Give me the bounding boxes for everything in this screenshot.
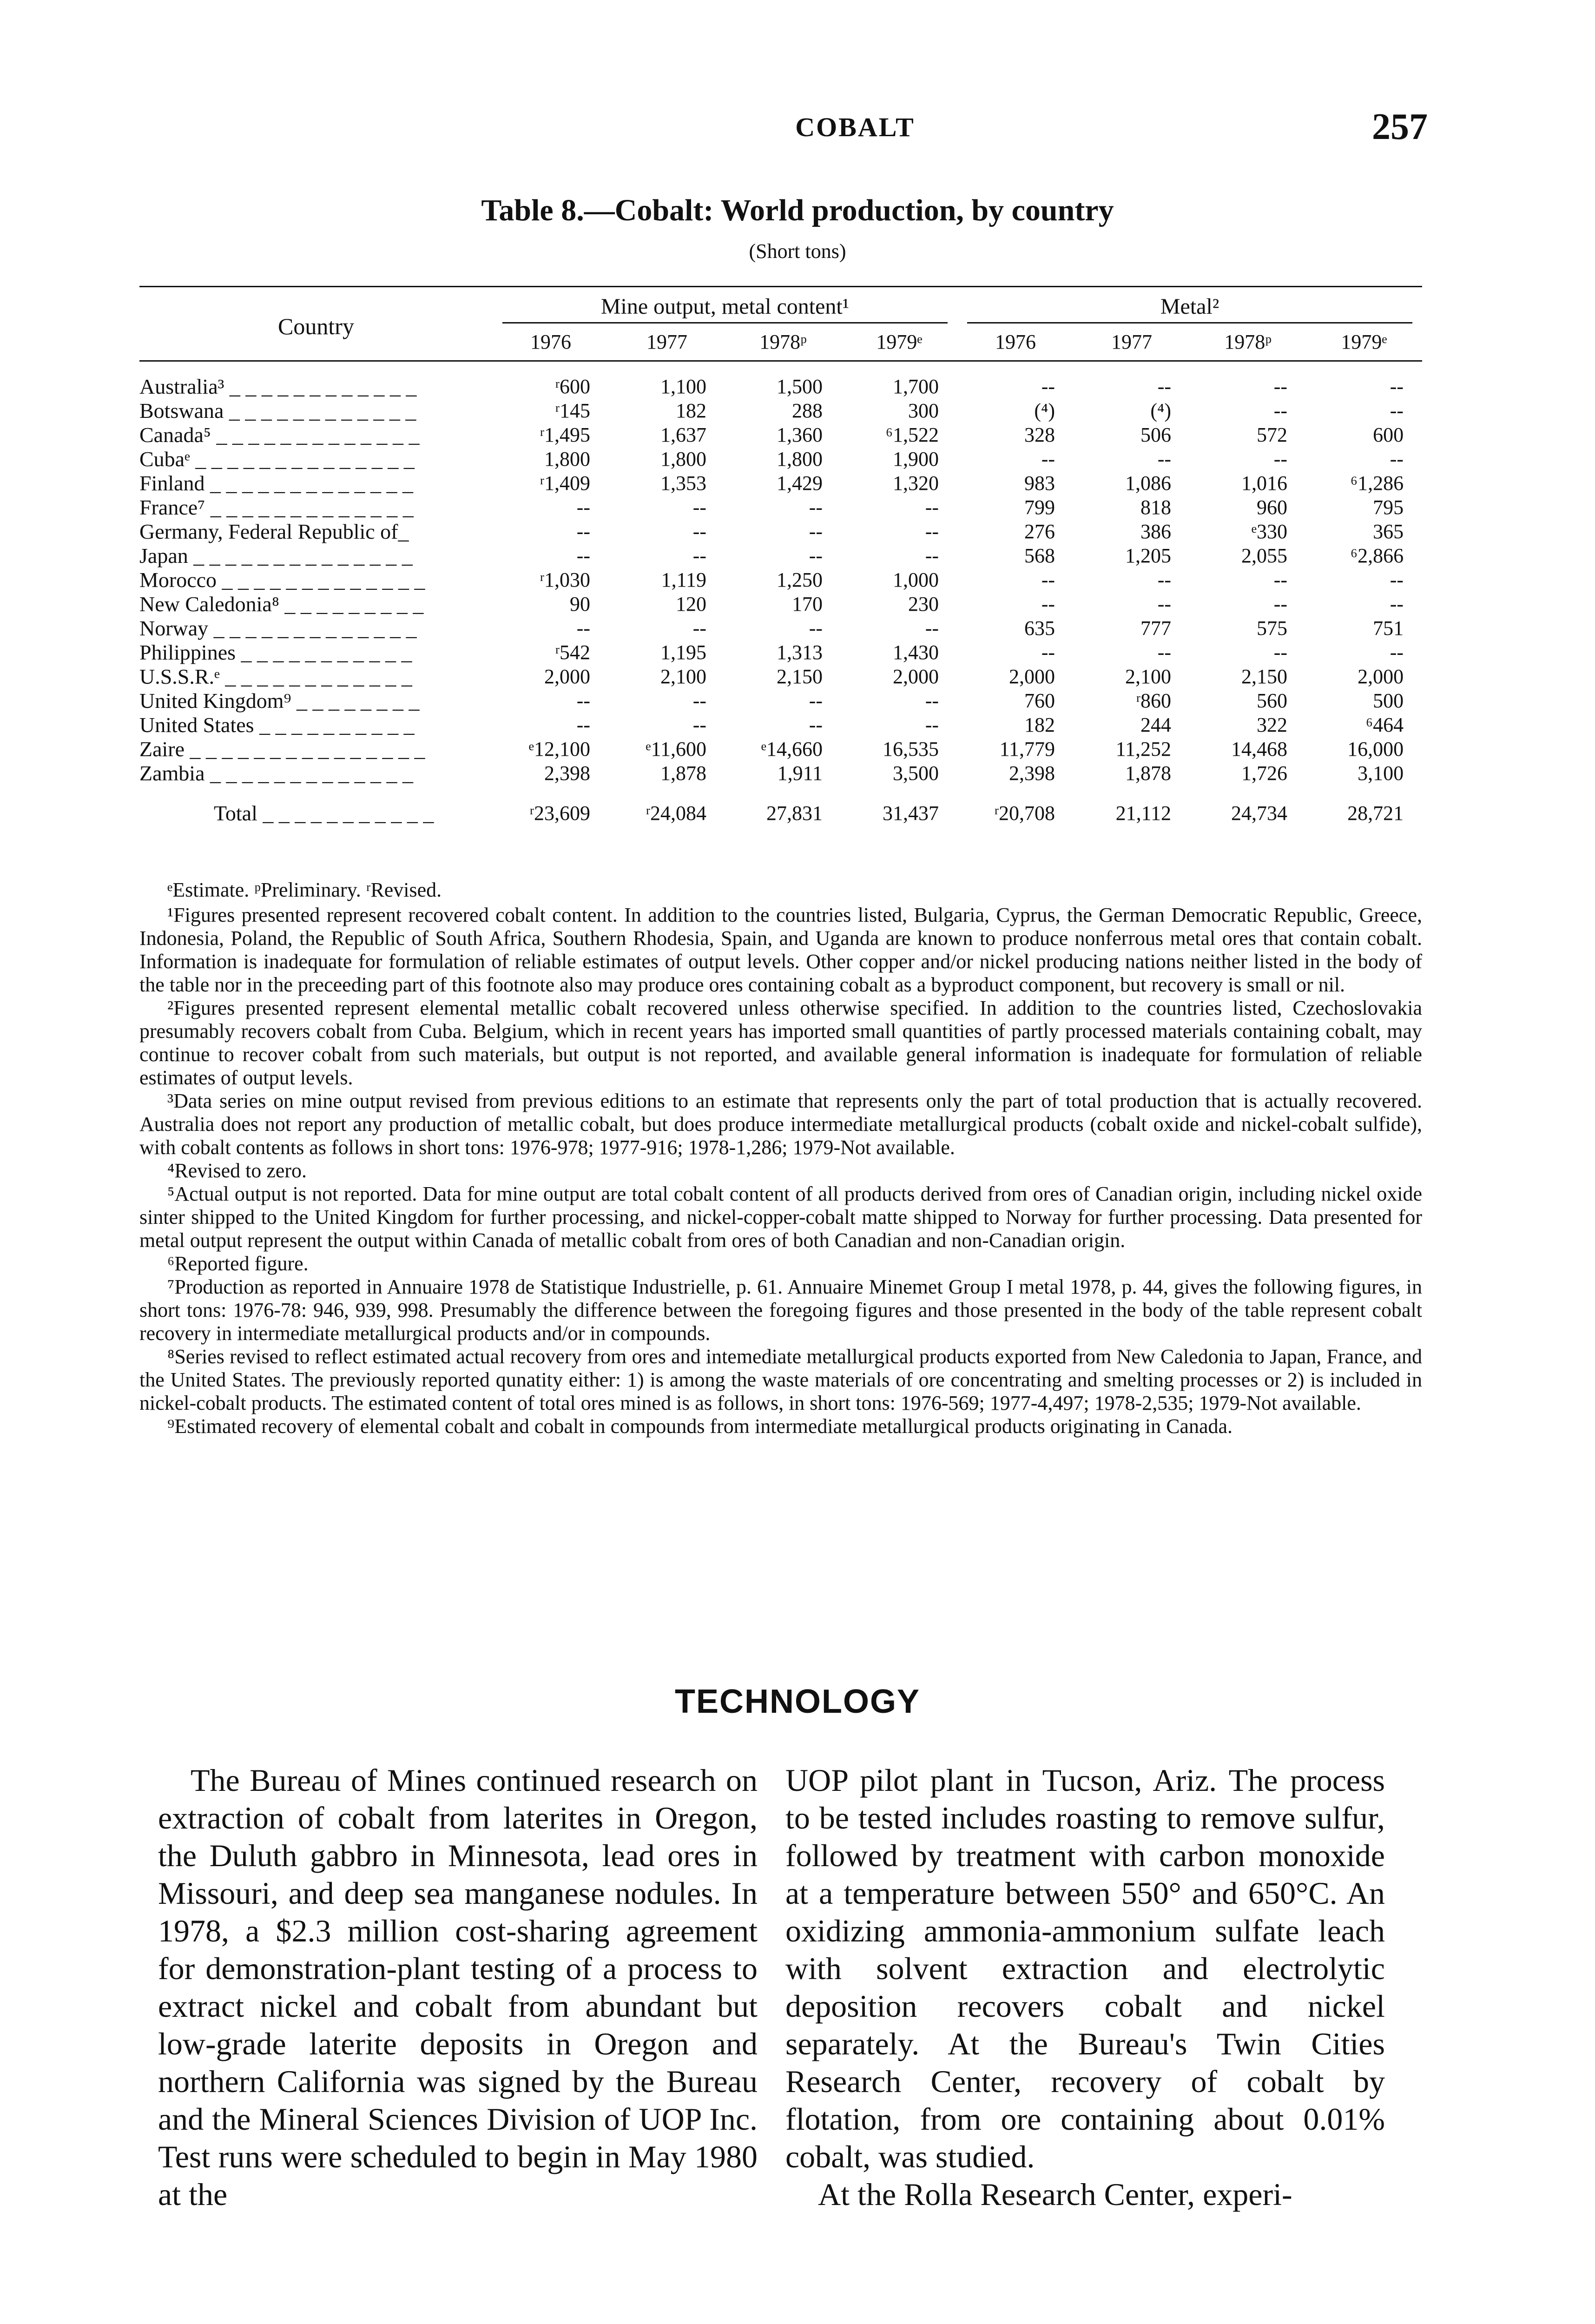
table-cell: 2,000	[544, 665, 590, 688]
table-cell: 1,800	[544, 448, 590, 470]
table-cell: 506	[1140, 423, 1172, 446]
footnote: ²Figures presented represent elemental metallic cobalt recovered unless otherwise specified. In addition to the countries listed, Czechoslovakia presumably recovers cobalt from Cuba. Belgium, which in recent years has imported small quantities of partly processed materials containing cobalt, may continue to recover cobalt from such materials, but output is not reported, and available general information is inadequate for formulation of reliable estimates of output levels.	[139, 997, 1422, 1089]
table-cell: 1,000	[893, 568, 939, 591]
table-cell: --	[1273, 641, 1288, 664]
table-cell: 1,016	[1241, 472, 1288, 495]
footnote: ⁹Estimated recovery of elemental cobalt and cobalt in compounds from intermediate metallurgical products originating in Canada.	[167, 1415, 1233, 1438]
table-cell: ⁶2,866	[1350, 544, 1404, 567]
table-cell: 3,100	[1358, 762, 1404, 785]
table-cell: 24,734	[1231, 802, 1288, 825]
table-cell: 635	[1024, 617, 1055, 640]
table-cell: 2,000	[1009, 665, 1055, 688]
table-cell: --	[692, 496, 706, 519]
country-name: Germany, Federal Republic of_	[139, 520, 409, 543]
table-cell: 1,119	[661, 568, 706, 591]
table-cell: --	[809, 520, 823, 543]
table-cell: 328	[1024, 423, 1055, 446]
table-cell: 2,398	[1009, 762, 1055, 785]
table-cell: --	[1273, 375, 1288, 398]
table-cell: --	[1390, 399, 1404, 422]
table-cell: 795	[1373, 496, 1404, 519]
table-cell: 983	[1024, 472, 1055, 495]
table-cell: 1,726	[1241, 762, 1288, 785]
table-row	[139, 640, 1422, 665]
table-cell: --	[1041, 568, 1055, 591]
table-cell: 1,900	[893, 448, 939, 470]
table-row	[139, 471, 1422, 495]
table-cell: 777	[1140, 617, 1172, 640]
table-cell: --	[576, 713, 590, 736]
table-row	[139, 592, 1422, 616]
table-cell: ⁶1,522	[885, 423, 939, 446]
table-cell: ʳ145	[555, 399, 590, 422]
year-header: 1978ᵖ	[725, 325, 841, 361]
table-cell: 230	[908, 593, 939, 615]
table-cell: ᵉ12,100	[528, 738, 590, 760]
total-row	[139, 786, 1422, 827]
table-cell: 1,195	[660, 641, 706, 664]
body-paragraph: At the Rolla Research Center, experi-	[818, 2177, 1292, 2212]
table-cell: --	[1390, 375, 1404, 398]
table-cell: --	[692, 520, 706, 543]
body-column-right	[785, 1762, 1385, 2213]
footnote: ⁶Reported figure.	[167, 1252, 309, 1275]
table-cell: (⁴)	[1034, 399, 1055, 422]
table-cell: --	[1390, 448, 1404, 470]
country-name: United States _ _ _ _ _ _ _ _ _ _	[139, 713, 415, 737]
table-row	[139, 361, 1422, 399]
table-cell: 2,055	[1241, 544, 1288, 567]
body-paragraph: UOP pilot plant in Tucson, Ariz. The process to be tested includes roasting to remove sulfur, followed by treatment with carbon monoxide at a temperature between 550° and 650°C. An oxidizing ammonia-ammonium sulfate leach with solvent extraction and electrolytic deposition recovers cobalt and nickel separately. At the Bureau's Twin Cities Research Center, recovery of cobalt by flotation, from ore containing about 0.01% cobalt, was studied.	[785, 1763, 1385, 2174]
page-number: 257	[1372, 106, 1428, 147]
table-cell: --	[1041, 375, 1055, 398]
footnote: ³Data series on mine output revised from previous editions to an estimate that represents only the part of total production that is actually recovered. Australia does not report any production of metallic cobalt, but does produce intermediate metallurgical products (cobalt oxide and nickel-cobalt sulfide), with cobalt contents as follows in short tons: 1976-978; 1977-916; 1978-1,286; 1979-Not available.	[139, 1089, 1422, 1159]
table-cell: 600	[1373, 423, 1404, 446]
table-row	[139, 689, 1422, 713]
table-cell: --	[692, 689, 706, 712]
year-header: 1977	[1074, 325, 1190, 361]
table-cell: 1,911	[777, 762, 823, 785]
country-name: Botswana _ _ _ _ _ _ _ _ _ _ _ _	[139, 399, 416, 423]
table-cell: 1,353	[660, 472, 706, 495]
table-cell: ʳ1,030	[540, 568, 590, 591]
table-cell: 1,429	[777, 472, 823, 495]
mine-output-group-header: Mine output, metal content¹	[493, 287, 957, 326]
table-cell: --	[1041, 448, 1055, 470]
table-cell: 276	[1024, 520, 1055, 543]
table-cell: --	[1390, 641, 1404, 664]
table-cell: 1,320	[893, 472, 939, 495]
table-cell: ʳ20,708	[994, 802, 1055, 825]
table-cell: --	[576, 520, 590, 543]
year-header: 1979ᵉ	[1306, 325, 1422, 361]
table-cell: 11,779	[999, 738, 1055, 760]
table-cell: 365	[1373, 520, 1404, 543]
table-cell: --	[1157, 641, 1172, 664]
table-cell: --	[576, 496, 590, 519]
footnote: ⁸Series revised to reflect estimated actual recovery from ores and intemediate metallurgical products exported from New Caledonia to Japan, France, and the United States. The previously reported qunatity either: 1) is among the waste materials of ore concentrating and smelting processes or 2) is included in nickel-cobalt products. The estimated content of total ores mined is as follows, in short tons: 1976-569; 1977-4,497; 1978-2,535; 1979-Not available.	[139, 1345, 1422, 1414]
table-cell: --	[809, 544, 823, 567]
table-cell: --	[925, 617, 939, 640]
table-cell: --	[576, 617, 590, 640]
table-cell: ⁶464	[1365, 713, 1404, 736]
table-cell: 182	[676, 399, 706, 422]
table-cell: --	[925, 520, 939, 543]
year-header: 1977	[609, 325, 725, 361]
table-title: Table 8.—Cobalt: World production, by country	[481, 193, 1114, 227]
country-name: Zambia _ _ _ _ _ _ _ _ _ _ _ _ _	[139, 761, 413, 785]
country-name: Morocco _ _ _ _ _ _ _ _ _ _ _ _ _	[139, 568, 425, 592]
body-paragraph: The Bureau of Mines continued research on extraction of cobalt from laterites in Oregon, the Duluth gabbro in Minnesota, lead ores in Missouri, and deep sea manganese nodules. In 1978, a $2.3 million cost-sharing agreement for demonstration-plant testing of a process to extract nickel and cobalt from abundant but low-grade laterite deposits in Oregon and northern California was signed by the Bureau and the Mineral Sciences Division of UOP Inc. Test runs were scheduled to begin in May 1980 at the	[158, 1763, 758, 2212]
table-row	[139, 713, 1422, 737]
table-row	[139, 737, 1422, 761]
footnote: ⁴Revised to zero.	[167, 1159, 307, 1182]
table-row	[139, 665, 1422, 689]
table-cell: 1,878	[660, 762, 706, 785]
table-cell: 575	[1257, 617, 1288, 640]
table-cell: --	[809, 689, 823, 712]
table-cell: --	[925, 496, 939, 519]
table-cell: 21,112	[1115, 802, 1172, 825]
table-row	[139, 447, 1422, 471]
table-cell: 2,100	[1125, 665, 1172, 688]
table-cell: 818	[1140, 496, 1172, 519]
country-name: Japan _ _ _ _ _ _ _ _ _ _ _ _ _ _	[139, 544, 413, 568]
table-row	[139, 423, 1422, 447]
table-cell: 2,398	[544, 762, 590, 785]
table-cell: 2,000	[893, 665, 939, 688]
table-cell: 11,252	[1115, 738, 1172, 760]
year-header: 1976	[957, 325, 1074, 361]
table-cell: --	[1390, 568, 1404, 591]
table-cell: 560	[1257, 689, 1288, 712]
metal-group-header: Metal²	[957, 287, 1422, 326]
table-cell: --	[692, 544, 706, 567]
table-row	[139, 616, 1422, 640]
table-cell: --	[1157, 568, 1172, 591]
country-name: Zaire _ _ _ _ _ _ _ _ _ _ _ _ _ _ _	[139, 737, 425, 761]
country-name: Philippines _ _ _ _ _ _ _ _ _ _ _	[139, 640, 412, 664]
table-cell: 1,500	[777, 375, 823, 398]
body-column-left	[158, 1762, 758, 2213]
table-row	[139, 520, 1422, 544]
table-cell: 1,313	[777, 641, 823, 664]
table-cell: 27,831	[766, 802, 823, 825]
table-cell: 1,100	[660, 375, 706, 398]
table-cell: --	[1041, 641, 1055, 664]
table-cell: 1,250	[777, 568, 823, 591]
table-cell: 1,637	[660, 423, 706, 446]
table-cell: 170	[792, 593, 823, 615]
table-cell: ʳ23,609	[529, 802, 590, 825]
table-cell: 1,878	[1125, 762, 1172, 785]
year-header: 1978ᵖ	[1190, 325, 1306, 361]
table-cell: 386	[1140, 520, 1172, 543]
table-subtitle: (Short tons)	[749, 240, 846, 263]
footnotes	[139, 878, 1422, 1438]
table-cell: --	[692, 617, 706, 640]
table-row	[139, 544, 1422, 568]
table-cell: 3,500	[893, 762, 939, 785]
section-heading: TECHNOLOGY	[674, 1683, 920, 1720]
table-cell: 799	[1024, 496, 1055, 519]
table-cell: 760	[1024, 689, 1055, 712]
table-cell: 568	[1024, 544, 1055, 567]
table-cell: --	[809, 496, 823, 519]
table-row	[139, 568, 1422, 592]
year-header: 1976	[493, 325, 609, 361]
table-cell: ʳ860	[1136, 689, 1172, 712]
table-cell: 300	[908, 399, 939, 422]
table-cell: ʳ1,409	[540, 472, 590, 495]
country-name: Finland _ _ _ _ _ _ _ _ _ _ _ _ _	[139, 471, 414, 495]
table-cell: 960	[1257, 496, 1288, 519]
table-cell: 322	[1257, 713, 1288, 736]
table-cell: --	[1157, 593, 1172, 615]
table-cell: 288	[792, 399, 823, 422]
table-cell: 500	[1373, 689, 1404, 712]
table-cell: 244	[1140, 713, 1172, 736]
table-cell: 1,800	[660, 448, 706, 470]
year-header: 1979ᵉ	[841, 325, 957, 361]
table-cell: --	[1273, 399, 1288, 422]
country-name: Canada⁵ _ _ _ _ _ _ _ _ _ _ _ _ _	[139, 423, 420, 447]
country-name: Cubaᵉ _ _ _ _ _ _ _ _ _ _ _ _ _ _	[139, 447, 415, 471]
country-name: U.S.S.R.ᵉ _ _ _ _ _ _ _ _ _ _ _ _	[139, 665, 412, 688]
footnote: ⁵Actual output is not reported. Data for mine output are total cobalt content of all products derived from ores of Canadian origin, including nickel oxide sinter shipped to the United Kingdom for further processing, and nickel-copper-cobalt matte shipped to Norway for further processing. Data presented for metal output represent the output within Canada of metallic cobalt from ores of both Canadian and non-Canadian origin.	[139, 1182, 1422, 1252]
table-cell: --	[692, 713, 706, 736]
running-title: COBALT	[795, 112, 915, 142]
table-cell: 31,437	[883, 802, 939, 825]
table-cell: --	[809, 713, 823, 736]
country-column-header: Country	[139, 287, 493, 361]
running-head	[0, 106, 1595, 153]
table-cell: 120	[676, 593, 706, 615]
table-cell: 1,800	[777, 448, 823, 470]
table-cell: --	[925, 689, 939, 712]
table-cell: 1,700	[893, 375, 939, 398]
table-cell: 90	[570, 593, 590, 615]
production-table-wrapper	[139, 286, 1422, 827]
table-cell: --	[809, 617, 823, 640]
table-cell: ʳ542	[555, 641, 590, 664]
table-cell: --	[1157, 375, 1172, 398]
footnote: ¹Figures presented represent recovered cobalt content. In addition to the countries listed, Bulgaria, Cyprus, the German Democratic Republic, Greece, Indonesia, Poland, the Republic of South Africa, Southern Rhodesia, Spain, and Uganda are known to produce nonferrous metal ores that contain cobalt. Information is inadequate for formulation of reliable estimates of output levels. Other copper and/or nickel producing nations neither listed in the body of the table nor in the preceeding part of this footnote also may produce ores containing cobalt as a byproduct component, but recovery is small or nil.	[139, 904, 1422, 996]
table-cell: 2,150	[1241, 665, 1288, 688]
table-cell: 751	[1373, 617, 1404, 640]
table-cell: ᵉ11,600	[646, 738, 706, 760]
country-name: France⁷ _ _ _ _ _ _ _ _ _ _ _ _ _	[139, 495, 414, 519]
table-cell: --	[1390, 593, 1404, 615]
country-name: United Kingdom⁹ _ _ _ _ _ _ _ _	[139, 689, 420, 713]
table-row	[139, 761, 1422, 786]
table-cell: 2,000	[1358, 665, 1404, 688]
table-cell: --	[1041, 593, 1055, 615]
table-cell: --	[1273, 593, 1288, 615]
table-cell: 28,721	[1347, 802, 1404, 825]
table-cell: 2,150	[777, 665, 823, 688]
table-cell: --	[1273, 568, 1288, 591]
footnote-legend: ᵉEstimate. ᵖPreliminary. ʳRevised.	[167, 878, 442, 901]
table-cell: 1,430	[893, 641, 939, 664]
table-cell: ʳ24,084	[646, 802, 706, 825]
table-cell: 1,086	[1125, 472, 1172, 495]
table-row	[139, 399, 1422, 423]
total-label: Total _ _ _ _ _ _ _ _ _ _ _	[214, 801, 434, 825]
table-cell: ᵉ14,660	[761, 738, 823, 760]
table-cell: 16,000	[1347, 738, 1404, 760]
country-name: Australia³ _ _ _ _ _ _ _ _ _ _ _ _	[139, 375, 417, 398]
table-cell: --	[576, 689, 590, 712]
table-cell: ʳ1,495	[540, 423, 590, 446]
table-cell: (⁴)	[1150, 399, 1172, 422]
table-cell: 1,360	[777, 423, 823, 446]
table-cell: 14,468	[1231, 738, 1288, 760]
table-cell: --	[1157, 448, 1172, 470]
table-cell: 16,535	[883, 738, 939, 760]
table-cell: ᵉ330	[1251, 520, 1288, 543]
table-cell: --	[925, 544, 939, 567]
table-cell: --	[576, 544, 590, 567]
table-cell: ⁶1,286	[1350, 472, 1404, 495]
table-cell: ʳ600	[555, 375, 590, 398]
table-cell: 572	[1257, 423, 1288, 446]
country-name: New Caledonia⁸ _ _ _ _ _ _ _ _ _	[139, 592, 424, 616]
table-cell: --	[925, 713, 939, 736]
table-cell: 2,100	[660, 665, 706, 688]
footnote-list	[139, 904, 1422, 1438]
table-cell: 1,205	[1125, 544, 1172, 567]
footnote: ⁷Production as reported in Annuaire 1978 de Statistique Industrielle, p. 61. Annuaire Minemet Group I metal 1978, p. 44, gives the following figures, in short tons: 1976-78: 946, 939, 998. Presumably the difference between the foregoing figures and those presented in the body of the table represent cobalt recovery in intermediate metallurgical products and/or in compounds.	[139, 1275, 1422, 1345]
table-cell: 182	[1024, 713, 1055, 736]
production-table	[139, 286, 1422, 827]
country-name: Norway _ _ _ _ _ _ _ _ _ _ _ _ _	[139, 616, 417, 640]
table-cell: --	[1273, 448, 1288, 470]
table-row	[139, 495, 1422, 520]
